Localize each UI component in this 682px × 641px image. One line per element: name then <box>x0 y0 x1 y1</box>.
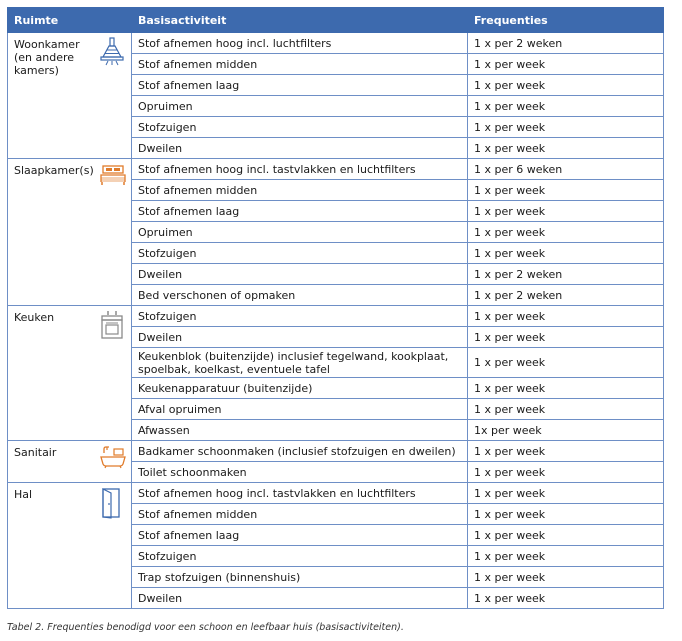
bathtub-icon <box>99 445 125 475</box>
stove-icon <box>99 310 125 340</box>
room-name: Keuken <box>14 311 55 324</box>
frequency-cell: 1 x per week <box>468 348 664 378</box>
activity-cell: Stof afnemen midden <box>132 504 468 525</box>
table-row <box>8 306 664 327</box>
activity-cell: Opruimen <box>132 222 468 243</box>
frequency-cell: 1 x per week <box>468 588 664 609</box>
header-activity: Basisactiviteit <box>132 8 468 33</box>
frequency-cell: 1 x per week <box>468 306 664 327</box>
activity-cell: Dweilen <box>132 588 468 609</box>
header-room: Ruimte <box>8 8 132 33</box>
table-body <box>8 33 664 609</box>
frequency-cell: 1 x per week <box>468 483 664 504</box>
table-row <box>8 441 664 462</box>
frequency-cell: 1 x per 2 weken <box>468 285 664 306</box>
frequency-cell: 1 x per 2 weken <box>468 33 664 54</box>
frequency-cell: 1 x per week <box>468 546 664 567</box>
activity-cell: Stof afnemen laag <box>132 201 468 222</box>
frequency-cell: 1 x per week <box>468 525 664 546</box>
frequency-cell: 1 x per week <box>468 327 664 348</box>
bed-icon <box>99 163 125 193</box>
table-row <box>8 483 664 504</box>
activity-cell: Stofzuigen <box>132 117 468 138</box>
activity-cell: Dweilen <box>132 264 468 285</box>
activity-frequency-table <box>7 7 664 609</box>
frequency-cell: 1 x per week <box>468 75 664 96</box>
frequency-cell: 1 x per week <box>468 180 664 201</box>
room-cell <box>8 483 132 609</box>
activity-cell: Toilet schoonmaken <box>132 462 468 483</box>
frequency-cell: 1 x per week <box>468 201 664 222</box>
table-caption: Tabel 2. Frequenties benodigd voor een schoon en leefbaar huis (basisactiviteiten). <box>7 622 404 633</box>
activity-cell: Keukenapparatuur (buitenzijde) <box>132 378 468 399</box>
room-cell <box>8 306 132 441</box>
frequency-cell: 1 x per week <box>468 117 664 138</box>
activity-cell: Stof afnemen laag <box>132 75 468 96</box>
activity-cell: Badkamer schoonmaken (inclusief stofzuigen en dweilen) <box>132 441 468 462</box>
frequency-cell: 1 x per week <box>468 54 664 75</box>
frequency-cell: 1 x per week <box>468 378 664 399</box>
activity-cell: Stofzuigen <box>132 546 468 567</box>
activity-cell: Stofzuigen <box>132 243 468 264</box>
activity-cell: Keukenblok (buitenzijde) inclusief tegelwand, kookplaat, spoelbak, koelkast, eventuele tafel <box>132 348 468 378</box>
header-frequency: Frequenties <box>468 8 664 33</box>
activity-cell: Dweilen <box>132 327 468 348</box>
frequency-cell: 1 x per week <box>468 243 664 264</box>
room-name: Woonkamer (en andere kamers) <box>14 38 80 77</box>
frequency-cell: 1 x per week <box>468 222 664 243</box>
room-cell <box>8 33 132 159</box>
frequency-cell: 1 x per 6 weken <box>468 159 664 180</box>
activity-cell: Stof afnemen midden <box>132 180 468 201</box>
table-row <box>8 159 664 180</box>
frequency-cell: 1x per week <box>468 420 664 441</box>
activity-cell: Bed verschonen of opmaken <box>132 285 468 306</box>
activity-cell: Stof afnemen hoog incl. tastvlakken en luchtfilters <box>132 159 468 180</box>
activity-cell: Trap stofzuigen (binnenshuis) <box>132 567 468 588</box>
range-hood-icon <box>99 37 125 67</box>
activity-cell: Stof afnemen laag <box>132 525 468 546</box>
frequency-cell: 1 x per week <box>468 567 664 588</box>
frequency-cell: 1 x per week <box>468 96 664 117</box>
header-row <box>8 8 664 33</box>
frequency-cell: 1 x per week <box>468 399 664 420</box>
activity-cell: Dweilen <box>132 138 468 159</box>
activity-cell: Stof afnemen hoog incl. tastvlakken en luchtfilters <box>132 483 468 504</box>
activity-cell: Afwassen <box>132 420 468 441</box>
room-name: Hal <box>14 488 33 501</box>
room-name: Sanitair <box>14 446 57 459</box>
room-cell <box>8 159 132 306</box>
activity-cell: Stof afnemen midden <box>132 54 468 75</box>
activity-cell: Opruimen <box>132 96 468 117</box>
frequency-cell: 1 x per week <box>468 462 664 483</box>
activity-cell: Stof afnemen hoog incl. luchtfilters <box>132 33 468 54</box>
room-cell <box>8 441 132 483</box>
frequency-cell: 1 x per week <box>468 138 664 159</box>
activity-cell: Stofzuigen <box>132 306 468 327</box>
room-name: Slaapkamer(s) <box>14 164 94 177</box>
frequency-cell: 1 x per week <box>468 504 664 525</box>
activity-cell: Afval opruimen <box>132 399 468 420</box>
door-icon <box>99 487 125 517</box>
table-row <box>8 33 664 54</box>
frequency-cell: 1 x per 2 weken <box>468 264 664 285</box>
frequency-cell: 1 x per week <box>468 441 664 462</box>
